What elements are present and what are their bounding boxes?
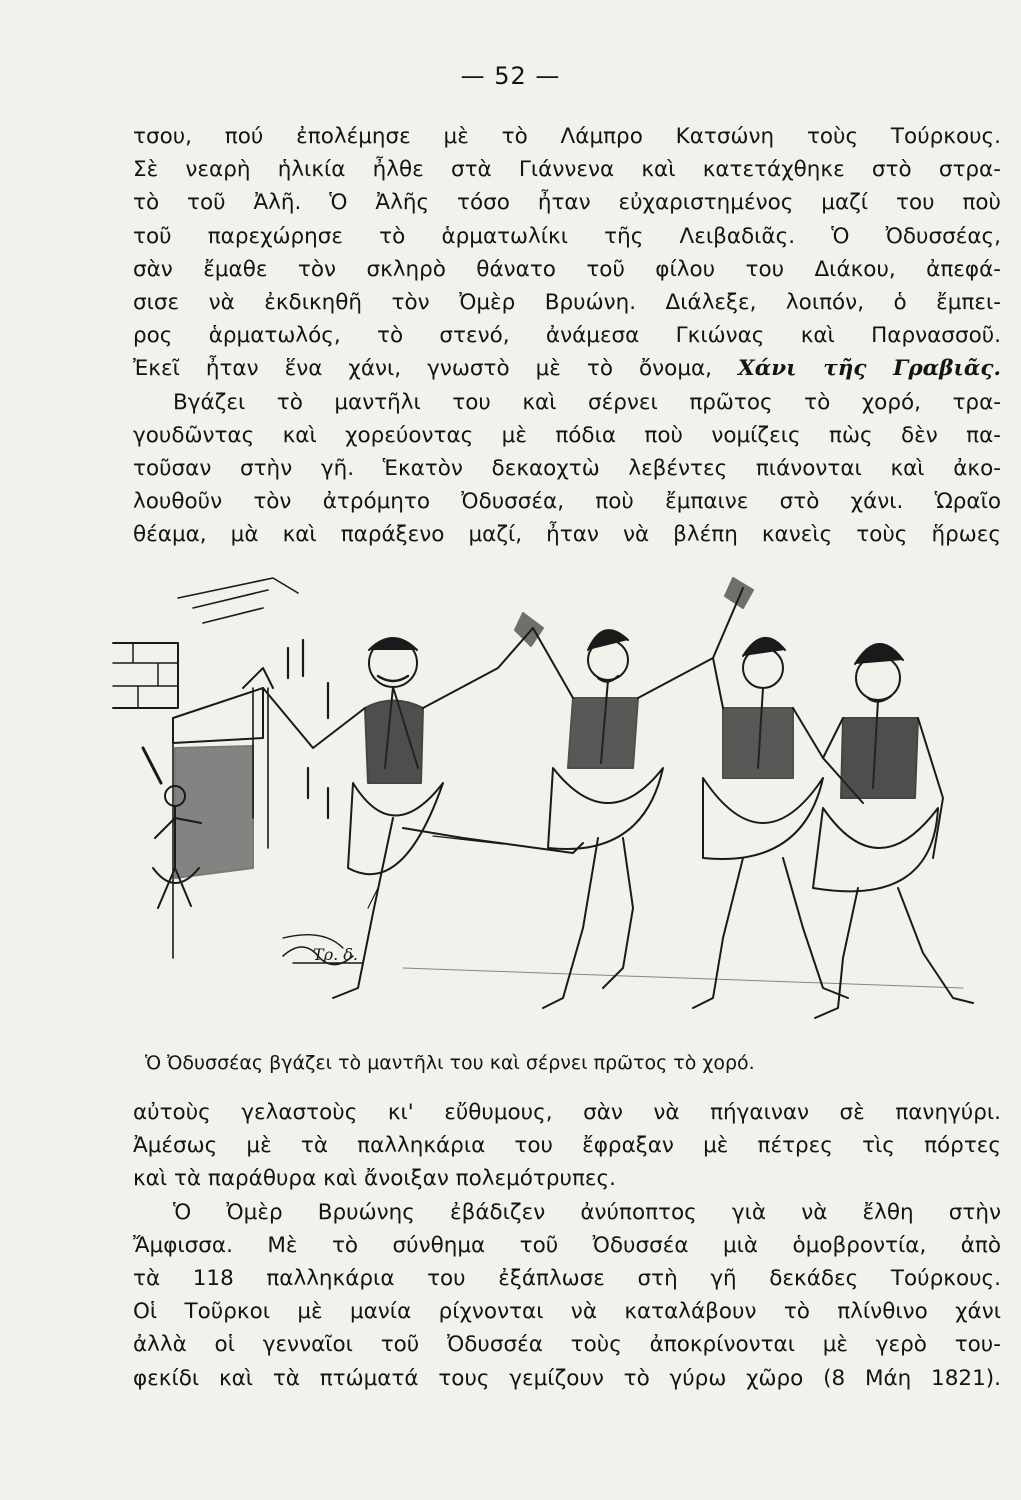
text-line: ἀλλὰ οἱ γενναῖοι τοῦ Ὀδυσσέα τοὺς ἀποκρίνονται μὲ γερὸ του- [133,1332,1001,1358]
text-line: λουθοῦν τὸν ἀτρόμητο Ὀδυσσέα, ποὺ ἔμπαινε στὸ χάνι. Ὡραῖο [133,489,1001,515]
text-line: αὐτοὺς γελαστοὺς κι' εὔθυμους, σὰν νὰ πήγαιναν σὲ πανηγύρι. [133,1100,1001,1125]
text-line: σὰν ἔμαθε τὸν σκληρὸ θάνατο τοῦ φίλου του Διάκου, ἀπεφά- [133,256,1001,282]
text-line: Ἄμφισσα. Μὲ τὸ σύνθημα τοῦ Ὀδυσσέα μιὰ ὁμοβροντία, ἀπὸ [133,1232,1001,1258]
text-line: Ὁ Ὀμὲρ Βρυώνης ἐβάδιζεν ἀνύποπτος γιὰ νὰ ἔλθη στὴν [173,1199,1001,1225]
text-line: ρος ἁρματωλός, τὸ στενό, ἀνάμεσα Γκιώνας καὶ Παρνασσοῦ. [133,323,1001,349]
text-line: θέαμα, μὰ καὶ παράξενο μαζί, ἦταν νὰ βλέπη κανεὶς τοὺς ἥρωες [133,522,1001,548]
dance-illustration [103,568,993,1048]
page-number: — 52 — [460,62,561,90]
text-line: γουδῶντας καὶ χορεύοντας μὲ πόδια ποὺ νομίζεις πὼς δὲν πα- [133,422,1001,448]
text-line: τοῦσαν στὴν γῆ. Ἑκατὸν δεκαοχτὼ λεβέντες πιάνονται καὶ ἀκο- [133,455,1001,481]
text-line-start: Ἐκεῖ ἦταν ἕνα χάνι, γνωστὸ μὲ τὸ ὄνομα, [133,356,713,382]
text-line: Ἀμέσως μὲ τὰ παλληκάρια του ἔφραξαν μὲ πέτρες τὶς πόρτες [133,1133,1001,1159]
text-line: φεκίδι καὶ τὰ πτώματά τους γεμίζουν τὸ γύρω χῶρο (8 Μάη 1821). [133,1365,1001,1391]
text-line: Βγάζει τὸ μαντῆλι του καὶ σέρνει πρῶτος τὸ χορό, τρα- [173,389,1001,415]
inn-name: Χάνι τῆς Γραβιᾶς. [738,356,1001,382]
text-line: τὸ τοῦ Ἀλῆ. Ὁ Ἀλῆς τόσο ἦταν εὐχαριστημένος μαζί του ποὺ [133,190,1001,216]
text-line: σισε νὰ ἐκδικηθῆ τὸν Ὀμὲρ Βρυώνη. Διάλεξε, λοιπόν, ὁ ἔμπει- [133,289,1001,315]
text-line: Οἱ Τοῦρκοι μὲ μανία ρίχνονται νὰ καταλάβουν τὸ πλίνθινο χάνι [133,1299,1001,1325]
text-line-with-inn-name [133,352,1001,385]
text-line: τοῦ παρεχώρησε τὸ ἁρματωλίκι τῆς Λειβαδιᾶς. Ὁ Ὀδυσσέας, [133,223,1001,249]
artist-signature: Τρ. δ. [313,945,358,964]
text-line: Σὲ νεαρὴ ἡλικία ἦλθε στὰ Γιάννενα καὶ κατετάχθηκε στὸ στρα- [133,157,1001,183]
illustration-caption: Ὁ Ὀδυσσέας βγάζει τὸ μαντῆλι του καὶ σέρνει πρῶτος τὸ χορό. [145,1052,755,1074]
text-line: τὰ 118 παλληκάρια του ἐξάπλωσε στὴ γῆ δεκάδες Τούρκους. [133,1265,1001,1291]
text-line: τσου, πού ἐπολέμησε μὲ τὸ Λάμπρο Κατσώνη τοὺς Τούρκους. [133,124,1001,149]
dance-illustration-drawing [103,568,993,1048]
text-line: καὶ τὰ παράθυρα καὶ ἄνοιξαν πολεμότρυπες. [133,1166,616,1192]
paragraph-bottom [133,1096,1001,1395]
paragraph-top [133,120,1001,551]
